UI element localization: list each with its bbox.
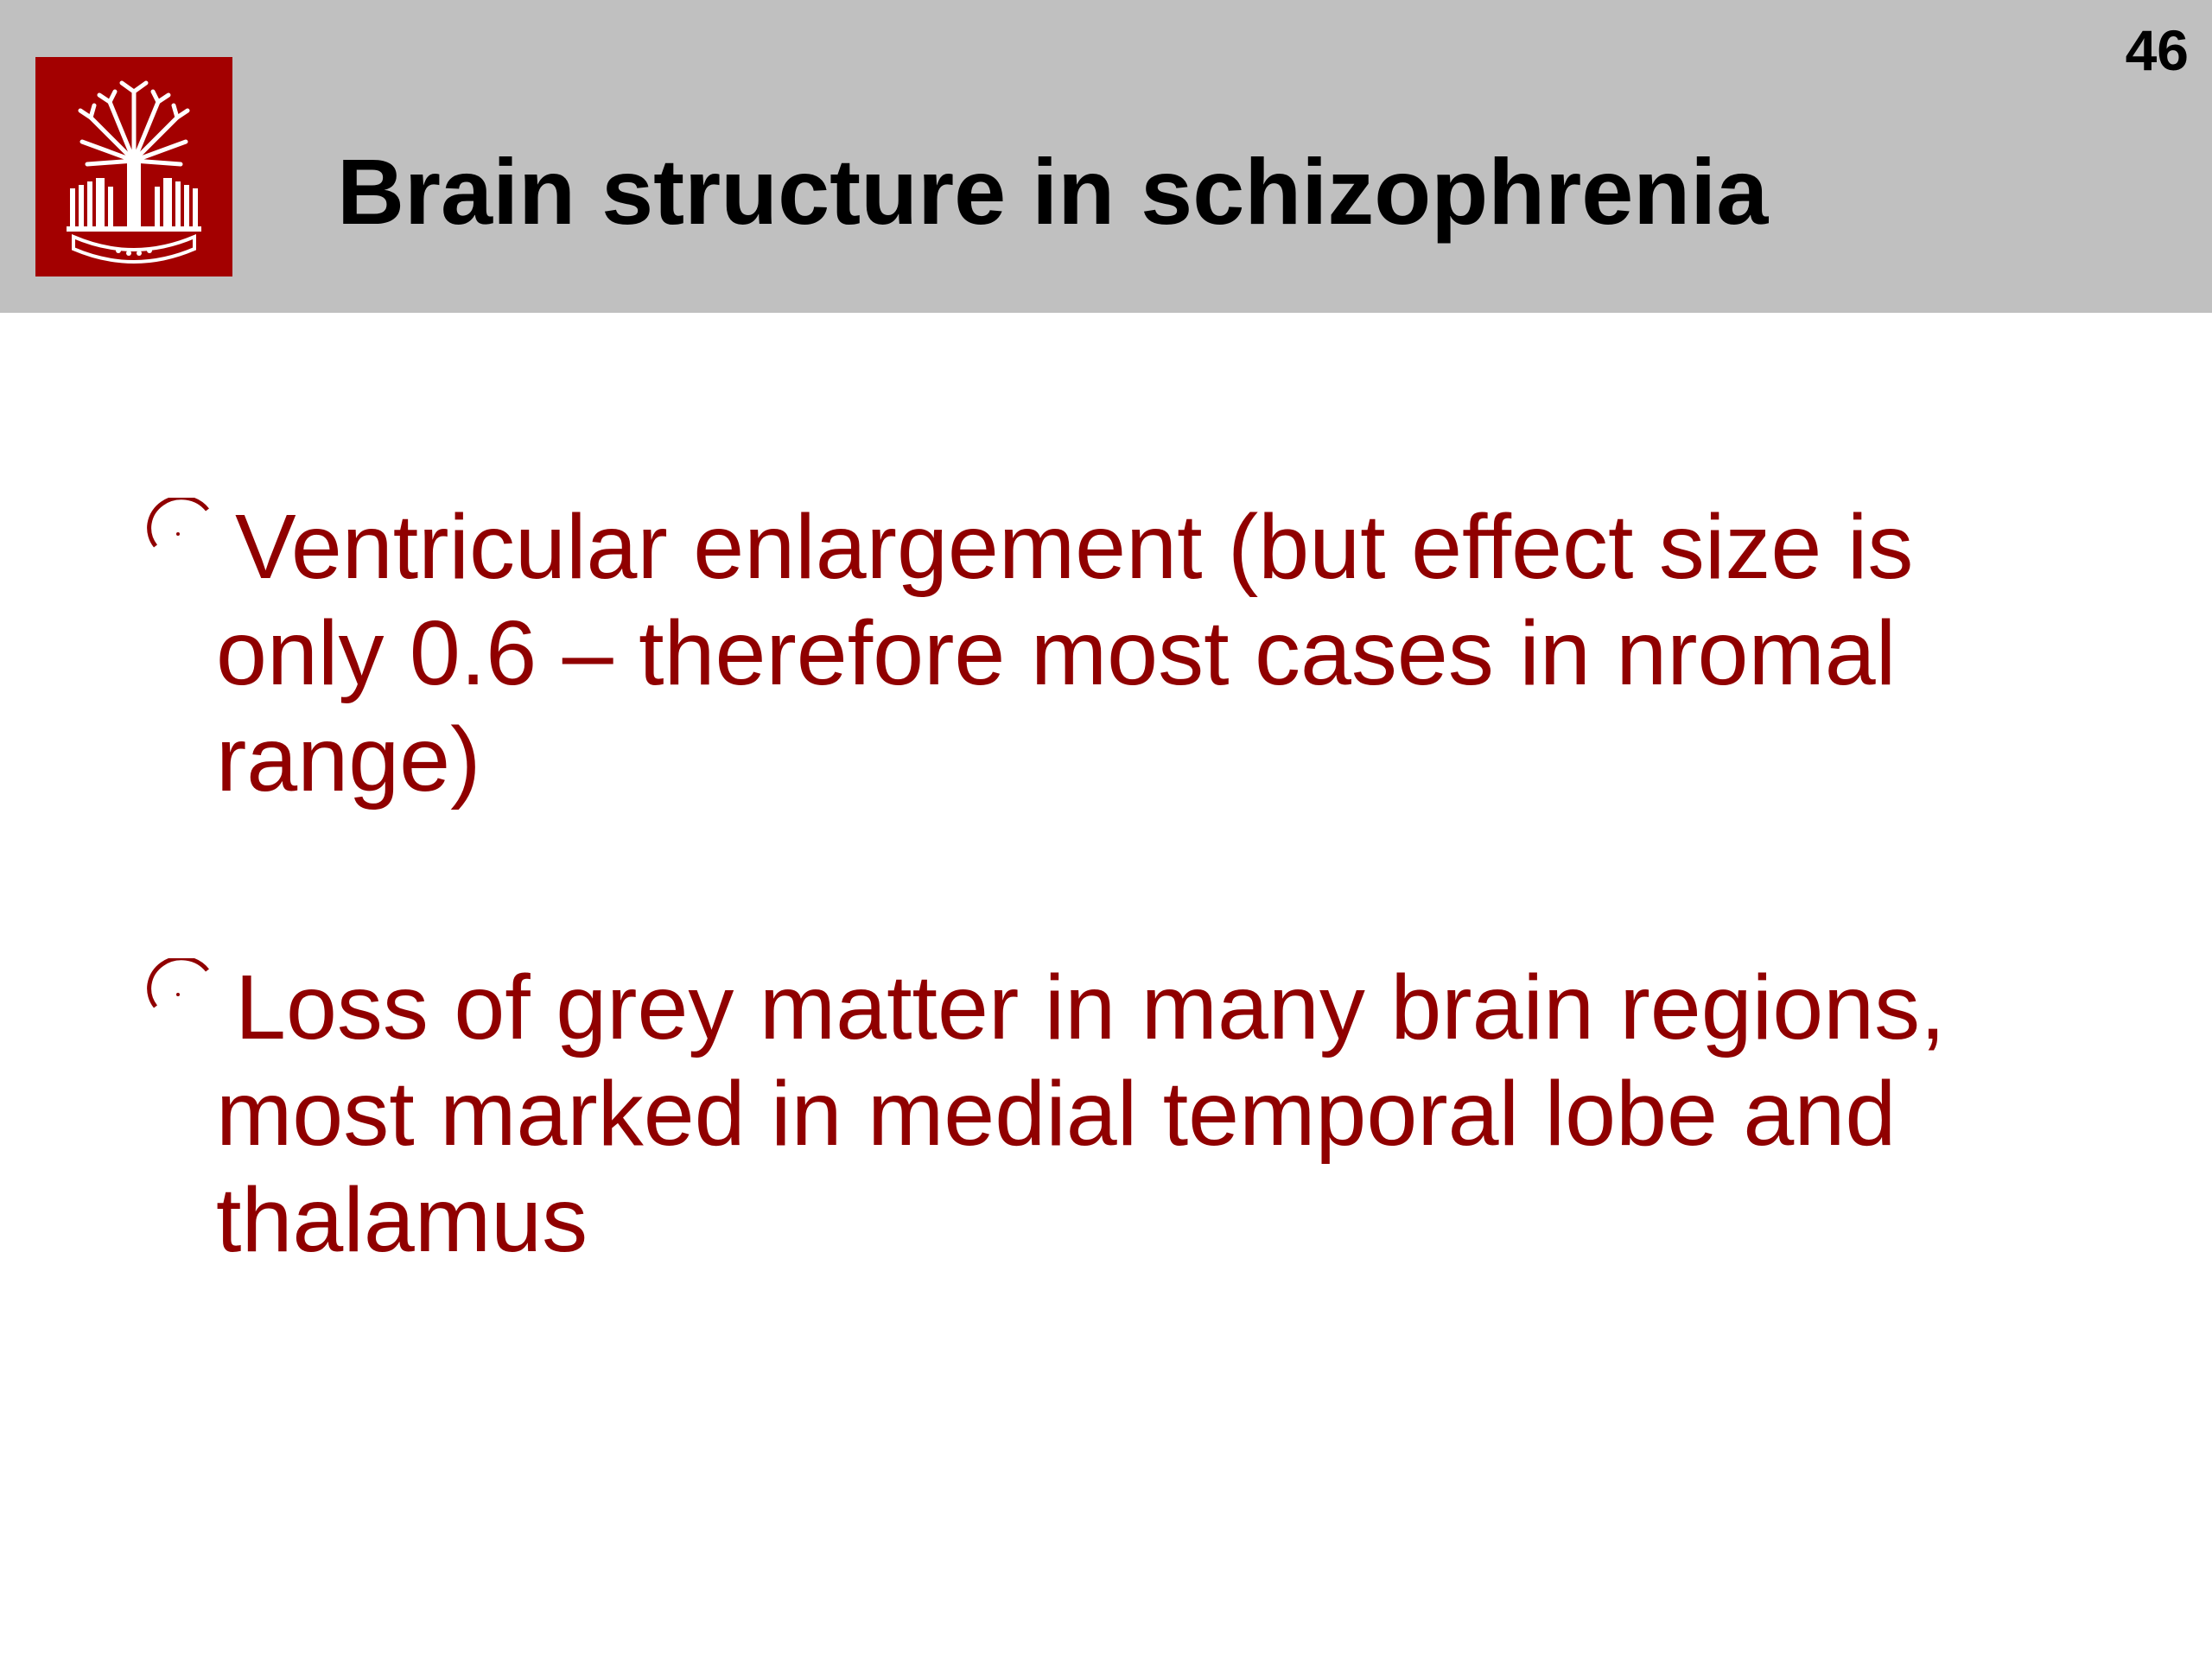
bullet-item bbox=[216, 494, 2074, 813]
bullet-item bbox=[216, 955, 2074, 1274]
open-circle-bullet-icon bbox=[143, 498, 213, 558]
palmetto-tree-seal-icon bbox=[35, 57, 232, 276]
open-circle-bullet-icon bbox=[143, 958, 213, 1019]
logo bbox=[35, 57, 232, 276]
slide-title: Brain structure in schizophrenia bbox=[337, 139, 1769, 244]
bullet-text: Ventricular enlargement (but effect size is only 0.6 – therefore most cases in nromal range) bbox=[216, 496, 1914, 810]
bullet-text: Loss of grey matter in many brain regions, most marked in medial temporal lobe and thalamus bbox=[216, 957, 1946, 1271]
slide-number: 46 bbox=[2125, 18, 2189, 82]
